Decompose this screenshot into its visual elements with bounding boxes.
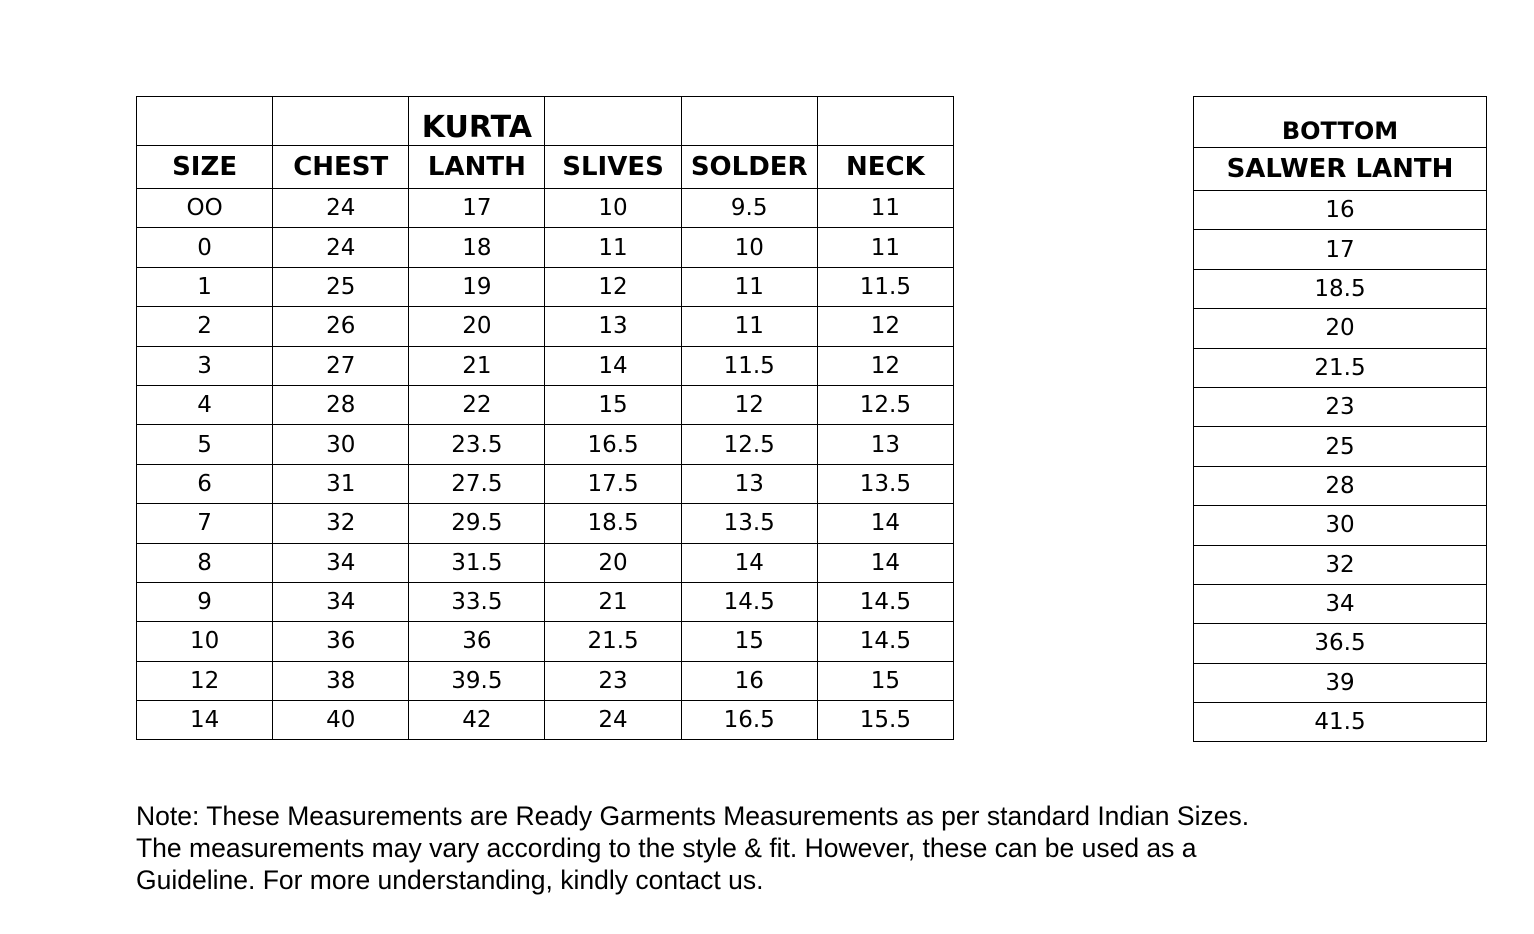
table-row [137,504,954,543]
table-cell: 40 [273,701,409,740]
table-row [1194,387,1487,426]
table-row [137,464,954,503]
bottom-title-row [1194,97,1487,148]
table-cell: 8 [137,543,273,582]
table-cell: 11 [681,307,817,346]
table-row [1194,348,1487,387]
table-cell: 24 [273,228,409,267]
table-cell: 13 [817,425,953,464]
table-cell: 29.5 [409,504,545,543]
table-cell: 28 [1194,466,1487,505]
bottom-size-table [1193,96,1487,742]
table-cell: 21 [409,346,545,385]
table-cell: 12 [681,385,817,424]
table-cell: 27 [273,346,409,385]
table-cell: 34 [273,543,409,582]
empty-cell [273,97,409,146]
table-row [137,701,954,740]
table-cell: 33.5 [409,582,545,621]
table-row [137,385,954,424]
table-cell: 12.5 [817,385,953,424]
table-cell: 30 [1194,506,1487,545]
table-cell: 14.5 [681,582,817,621]
table-cell: 28 [273,385,409,424]
table-cell: 11 [681,267,817,306]
table-cell: 30 [273,425,409,464]
table-cell: 36.5 [1194,624,1487,663]
table-row [137,228,954,267]
table-cell: 19 [409,267,545,306]
bottom-title: BOTTOM [1194,97,1487,148]
table-row [137,346,954,385]
note-line: Note: These Measurements are Ready Garments Measurements as per standard Indian Sizes. [136,801,1250,831]
table-cell: 39 [1194,663,1487,702]
header-chest: CHEST [273,146,409,189]
table-row [1194,191,1487,230]
table-row [1194,466,1487,505]
table-cell: 5 [137,425,273,464]
table-cell: 36 [409,622,545,661]
table-cell: 26 [273,307,409,346]
table-cell: 11 [817,189,953,228]
table-cell: 41.5 [1194,703,1487,742]
table-cell: 10 [681,228,817,267]
kurta-title-row [137,97,954,146]
table-cell: 16.5 [681,701,817,740]
header-solder: SOLDER [681,146,817,189]
empty-cell [137,97,273,146]
table-cell: 20 [409,307,545,346]
empty-cell [681,97,817,146]
table-cell: 17 [1194,230,1487,269]
note-line: Guideline. For more understanding, kindly contact us. [136,865,764,895]
header-slives: SLIVES [545,146,681,189]
table-row [1194,663,1487,702]
table-row [137,582,954,621]
table-cell: 6 [137,464,273,503]
table-cell: 3 [137,346,273,385]
table-cell: 23 [545,661,681,700]
table-cell: 23.5 [409,425,545,464]
kurta-title: KURTA [409,97,545,146]
table-row [1194,230,1487,269]
table-cell: 12.5 [681,425,817,464]
table-cell: 14 [137,701,273,740]
table-cell: 1 [137,267,273,306]
table-cell: 16 [1194,191,1487,230]
table-cell: 10 [545,189,681,228]
note-line: The measurements may vary according to the style & fit. However, these can be used as a [136,833,1197,863]
table-cell: 15 [681,622,817,661]
table-row [137,425,954,464]
table-row [1194,545,1487,584]
table-cell: 36 [273,622,409,661]
table-cell: 22 [409,385,545,424]
table-cell: 7 [137,504,273,543]
table-cell: 14 [817,504,953,543]
table-cell: 14.5 [817,622,953,661]
table-cell: 13 [545,307,681,346]
table-cell: 31.5 [409,543,545,582]
table-cell: 34 [273,582,409,621]
table-cell: 25 [273,267,409,306]
table-cell: 32 [1194,545,1487,584]
table-cell: 11.5 [817,267,953,306]
table-cell: 9.5 [681,189,817,228]
table-cell: 11 [545,228,681,267]
table-row [1194,624,1487,663]
header-size: SIZE [137,146,273,189]
table-cell: 27.5 [409,464,545,503]
table-cell: 9 [137,582,273,621]
table-cell: 21.5 [1194,348,1487,387]
table-cell: 39.5 [409,661,545,700]
table-cell: 14 [817,543,953,582]
table-cell: 20 [545,543,681,582]
table-cell: 20 [1194,309,1487,348]
table-cell: 12 [545,267,681,306]
table-cell: 16 [681,661,817,700]
table-cell: 15 [817,661,953,700]
kurta-size-table [136,96,954,740]
table-row [137,543,954,582]
table-cell: 18.5 [1194,269,1487,308]
table-cell: 10 [137,622,273,661]
table-cell: 18.5 [545,504,681,543]
table-row [137,622,954,661]
table-cell: 24 [545,701,681,740]
table-cell: 31 [273,464,409,503]
table-cell: 25 [1194,427,1487,466]
table-cell: 17.5 [545,464,681,503]
table-cell: 12 [817,307,953,346]
table-row [1194,584,1487,623]
table-row [1194,269,1487,308]
table-cell: 23 [1194,387,1487,426]
table-row [1194,703,1487,742]
measurement-note [136,800,1436,896]
table-row [1194,506,1487,545]
table-cell: 38 [273,661,409,700]
table-cell: 0 [137,228,273,267]
table-cell: 21 [545,582,681,621]
table-cell: 13.5 [817,464,953,503]
table-cell: 21.5 [545,622,681,661]
table-cell: 13.5 [681,504,817,543]
kurta-header-row [137,146,954,189]
table-row [137,189,954,228]
table-cell: 42 [409,701,545,740]
table-row [137,307,954,346]
bottom-header-row [1194,148,1487,191]
table-cell: 13 [681,464,817,503]
table-cell: 34 [1194,584,1487,623]
table-cell: 32 [273,504,409,543]
empty-cell [817,97,953,146]
table-cell: 16.5 [545,425,681,464]
table-cell: 2 [137,307,273,346]
header-salwer-lanth: SALWER LANTH [1194,148,1487,191]
table-row [137,661,954,700]
table-cell: OO [137,189,273,228]
table-row [1194,309,1487,348]
table-cell: 4 [137,385,273,424]
table-cell: 12 [137,661,273,700]
table-cell: 24 [273,189,409,228]
table-cell: 12 [817,346,953,385]
table-cell: 18 [409,228,545,267]
table-cell: 11.5 [681,346,817,385]
table-cell: 11 [817,228,953,267]
empty-cell [545,97,681,146]
table-cell: 15.5 [817,701,953,740]
header-lanth: LANTH [409,146,545,189]
header-neck: NECK [817,146,953,189]
table-cell: 14.5 [817,582,953,621]
table-row [1194,427,1487,466]
table-cell: 15 [545,385,681,424]
table-cell: 14 [545,346,681,385]
table-cell: 14 [681,543,817,582]
table-row [137,267,954,306]
table-cell: 17 [409,189,545,228]
